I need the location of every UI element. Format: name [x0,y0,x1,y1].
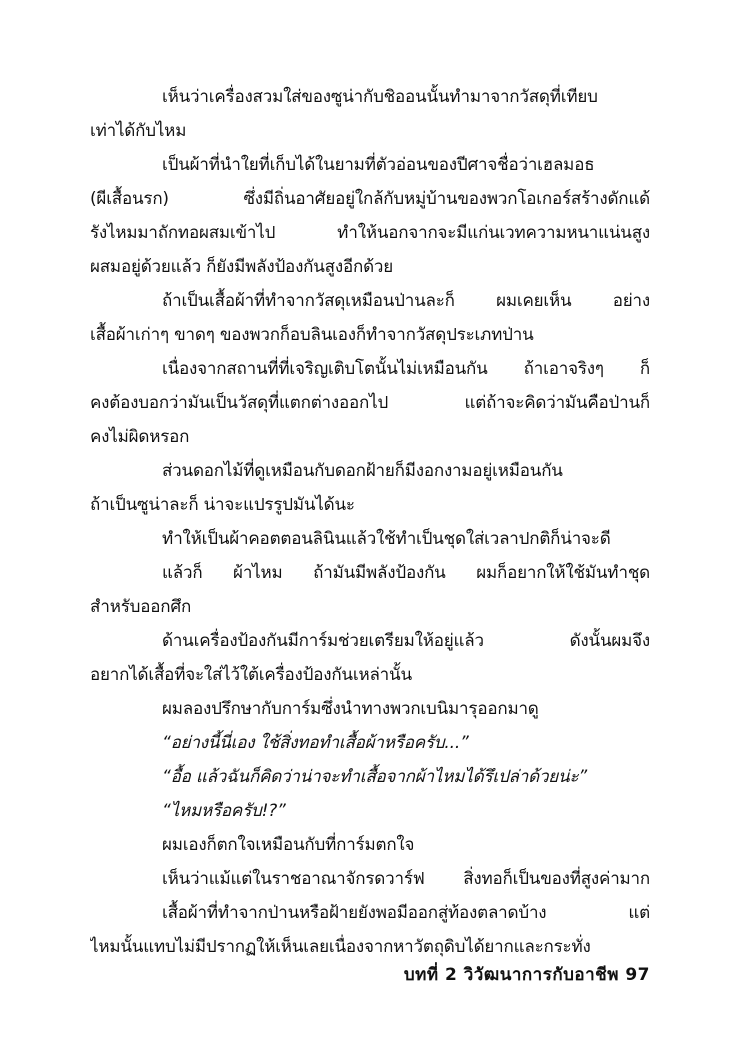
body-line: (ผีเสื้อนรก) ซึ่งมีถิ่นอาศัยอยู่ใกล้กับหมู่บ้านของพวกโอเกอร์สร้างดักแด้ [90,189,650,209]
dialogue-line: “ไหมหรือครับ!?” [162,801,286,821]
body-line: รังไหมมาถักทอผสมเข้าไป ทำให้นอกจากจะมีแก่นเวทความหนาแน่นสูง [90,223,650,243]
body-line: ด้านเครื่องป้องกันมีการ์มช่วยเตรียมให้อยู่แล้ว ดังนั้นผมจึง [162,631,650,651]
body-line: ถ้าเป็นซูน่าละก็ น่าจะแปรรูปมันได้นะ [90,495,355,515]
body-line: สำหรับออกศึก [90,597,192,617]
body-line: ไหมนั้นแทบไม่มีปรากฏให้เห็นเลยเนื่องจากหาวัตถุดิบได้ยากและกระทั่ง [90,937,591,957]
body-line: คงไม่ผิดหรอก [90,427,190,447]
body-line: เสื้อผ้าที่ทำจากป่านหรือฝ้ายยังพอมีออกสู่ท้องตลาดบ้าง แต่ [162,903,650,923]
page-footer: บทที่ 2 วิวัฒนาการกับอาชีพ 97 [403,965,650,985]
body-line: ส่วนดอกไม้ที่ดูเหมือนกับดอกฝ้ายก็มีงอกงามอยู่เหมือนกัน [162,461,563,481]
body-line: ทำให้เป็นผ้าคอตตอนลินินแล้วใช้ทำเป็นชุดใส่เวลาปกติก็น่าจะดี [162,529,611,549]
dialogue-line: “อื้อ แล้วฉันก็คิดว่าน่าจะทำเสื้อจากผ้าไหมได้รึเปล่าด้วยน่ะ” [162,767,588,787]
body-line: เสื้อผ้าเก่าๆ ขาดๆ ของพวกก็อบลินเองก็ทำจากวัสดุประเภทป่าน [90,325,534,345]
body-line: อยากได้เสื้อที่จะใส่ไว้ใต้เครื่องป้องกันเหล่านั้น [90,665,412,685]
body-line: คงต้องบอกว่ามันเป็นวัสดุที่แตกต่างออกไป แต่ถ้าจะคิดว่ามันคือป่านก็ [90,393,650,413]
body-line: ถ้าเป็นเสื้อผ้าที่ทำจากวัสดุเหมือนป่านละก็ ผมเคยเห็น อย่าง [162,291,650,311]
body-line: เป็นผ้าที่นำใยที่เก็บได้ในยามที่ตัวอ่อนของปีศาจชื่อว่าเฮลมอธ [162,155,595,175]
body-line: เห็นว่าเครื่องสวมใส่ของซูน่ากับชิออนนั้นทำมาจากวัสดุที่เทียบ [162,87,598,107]
body-line: เนื่องจากสถานที่ที่เจริญเติบโตนั้นไม่เหมือนกัน ถ้าเอาจริงๆ ก็ [162,359,650,379]
dialogue-line: “อย่างนี้นี่เอง ใช้สิ่งทอทำเสื้อผ้าหรือครับ...” [162,733,469,753]
body-line: ผมเองก็ตกใจเหมือนกับที่การ์มตกใจ [162,835,415,855]
body-line: แล้วก็ ผ้าไหม ถ้ามันมีพลังป้องกัน ผมก็อยากให้ใช้มันทำชุด [162,563,650,583]
body-line: ผมลองปรึกษากับการ์มซึ่งนำทางพวกเบนิมารุออกมาดู [162,699,539,719]
body-line: ผสมอยู่ด้วยแล้ว ก็ยังมีพลังป้องกันสูงอีกด้วย [90,257,394,277]
body-line: เท่าได้กับไหม [90,121,187,141]
body-line: เห็นว่าแม้แต่ในราชอาณาจักรดวาร์ฟ สิ่งทอก็เป็นของที่สูงค่ามาก [162,869,650,889]
